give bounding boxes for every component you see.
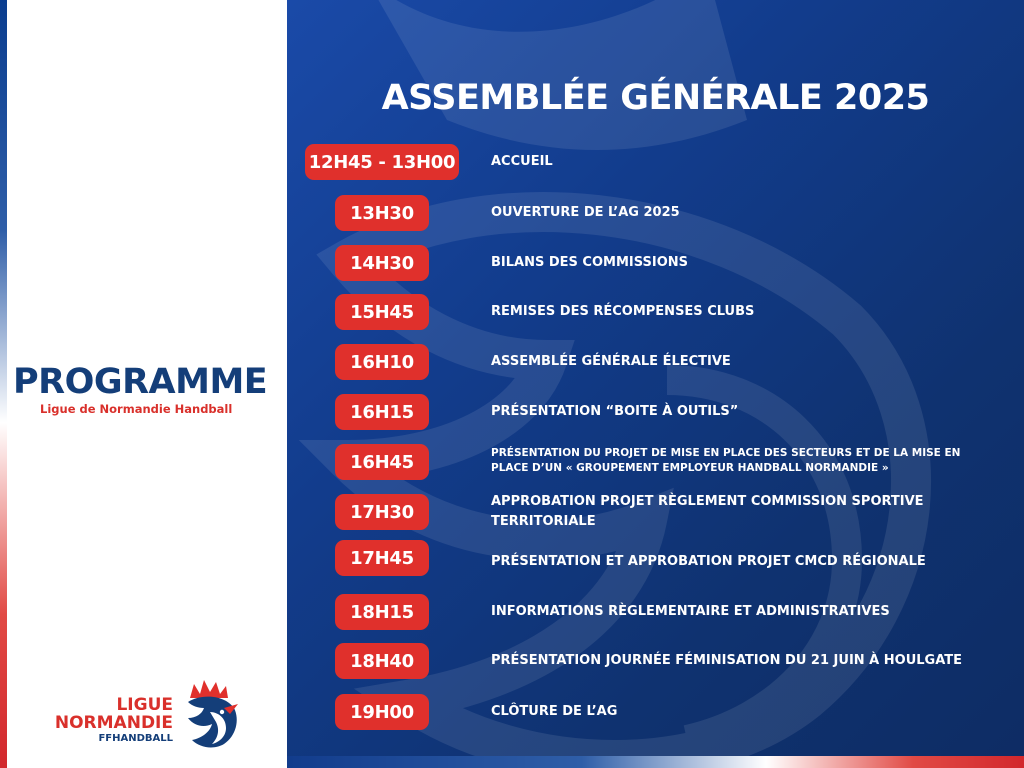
schedule-item <box>0 344 1024 382</box>
schedule-label: PRÉSENTATION JOURNÉE FÉMINISATION DU 21 JUIN À HOULGATE <box>491 653 963 668</box>
schedule-item <box>0 444 1024 482</box>
schedule-label: APPROBATION PROJET RÈGLEMENT COMMISSION SPORTIVE TERRITORIALE <box>491 494 924 529</box>
time-badge: 18H15 <box>335 594 429 630</box>
page-title: ASSEMBLÉE GÉNÉRALE 2025 <box>381 78 930 118</box>
schedule-label: BILANS DES COMMISSIONS <box>491 255 688 270</box>
schedule-label: ACCUEIL <box>491 154 553 169</box>
schedule-label: INFORMATIONS RÈGLEMENTAIRE ET ADMINISTRATIVES <box>491 604 890 619</box>
schedule-label: PRÉSENTATION ET APPROBATION PROJET CMCD RÉGIONALE <box>491 554 926 569</box>
time-badge: 18H40 <box>335 643 429 679</box>
schedule-item <box>0 694 1024 732</box>
time-badge: 17H45 <box>335 540 429 576</box>
schedule-item <box>0 643 1024 681</box>
time-badge: 16H45 <box>335 444 429 480</box>
time-badge: 14H30 <box>335 245 429 281</box>
time-badge: 15H45 <box>335 294 429 330</box>
schedule-item <box>0 394 1024 432</box>
logo-line-normandie: NORMANDIE <box>54 713 173 733</box>
schedule-item <box>0 144 1024 182</box>
programme-title: PROGRAMME <box>13 362 268 402</box>
logo-line-ligue: LIGUE <box>116 695 173 715</box>
schedule-item <box>0 494 1024 532</box>
schedule-label: ASSEMBLÉE GÉNÉRALE ÉLECTIVE <box>491 354 731 369</box>
time-badge: 19H00 <box>335 694 429 730</box>
schedule-item <box>0 195 1024 233</box>
programme-subtitle: Ligue de Normandie Handball <box>40 402 233 416</box>
time-badge: 12H45 - 13H00 <box>305 144 459 180</box>
schedule-item <box>0 540 1024 578</box>
schedule-label: CLÔTURE DE L’AG <box>491 704 618 719</box>
schedule-label: PRÉSENTATION “BOITE À OUTILS” <box>491 404 739 419</box>
time-badge: 13H30 <box>335 195 429 231</box>
time-badge: 17H30 <box>335 494 429 530</box>
schedule-item <box>0 245 1024 283</box>
schedule-item <box>0 594 1024 632</box>
schedule-label: PRÉSENTATION DU PROJET DE MISE EN PLACE DES SECTEURS ET DE LA MISE EN PLACE D’UN « GROUPEMENT EMPLOYEUR HANDBALL NORMANDIE » <box>491 447 961 474</box>
time-badge: 16H15 <box>335 394 429 430</box>
logo-line-ffhandball: FFHANDBALL <box>98 733 173 744</box>
schedule-label: REMISES DES RÉCOMPENSES CLUBS <box>491 304 755 319</box>
time-badge: 16H10 <box>335 344 429 380</box>
schedule-item <box>0 294 1024 332</box>
schedule-label: OUVERTURE DE L’AG 2025 <box>491 205 680 220</box>
